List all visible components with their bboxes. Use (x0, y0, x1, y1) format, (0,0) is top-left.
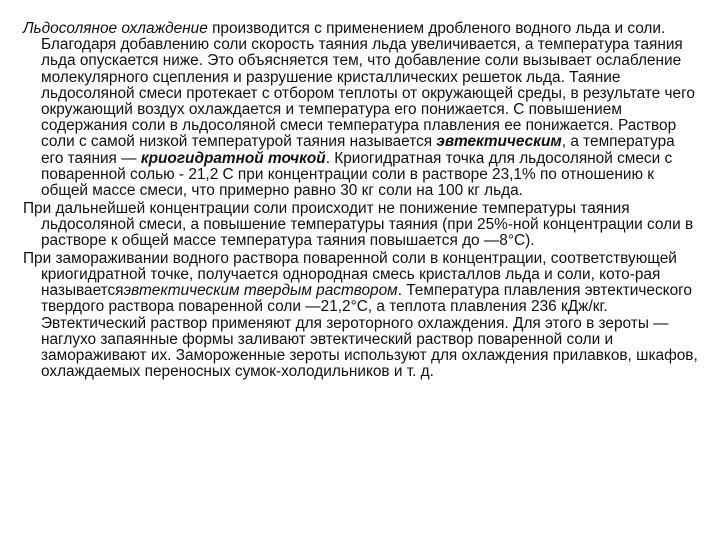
paragraph-text: , а температура его таяния — (41, 133, 675, 167)
term-eutectic: эвтектическим (436, 133, 562, 151)
term-ice-salt-cooling: Льдосоляное охлаждение (23, 20, 208, 37)
paragraph-freezing-solution (23, 251, 700, 381)
paragraph-text: производится с применением дробленого водного льда и соли. Благодаря добавлению соли скорость таяния льда увеличивается, а температура таяния льда опускается ниже. Это объясняется тем, что добавление соли вызывает ослабление молекулярного сцепления и разрушение кристаллических решеток льда. Таяние льдосоляной смеси протекает с отбором теплоты от окружающей среды, в результате чего окружающий воздух охлаждается и температура его понижается. С повышением содержания соли в льдосоляной смеси температура плавления ее понижается. Раствор соли с самой низкой температурой таяния называется (41, 20, 695, 151)
paragraph-text: При замораживании водного раствора поваренной соли в концентрации, соответствующей криогидратной точке, получается однородная смесь кристаллов льда и соли, кото-рая называется (23, 249, 677, 300)
paragraph-text: . Криогидратная точка для льдосоляной смеси с поваренной солью - 21,2 С при концентрации соли в растворе 23,1% по отношению к общей массе смеси, что примерно равно 30 кг соли на 100 кг льда. (41, 149, 673, 200)
paragraph-ice-salt-cooling (23, 21, 700, 199)
paragraph-text: При дальнейшей концентрации соли происходит не понижение температуры таяния льдосоляной смеси, а повышение температуры таяния (при 25%-ной концентрации соли в растворе к общей массе температура таяния повышается до —8°С). (23, 199, 694, 250)
term-cryohydrate-point: криогидратной точкой (140, 149, 326, 167)
paragraph-further-concentration (23, 201, 700, 250)
term-eutectic-solid-solution: эвтектическим твердым раствором (123, 282, 398, 300)
paragraph-text: . Температура плавления эвтектического твердого раствора поваренной соли —21,2°С, а теплота плавления 236 кДж/кг. Эвтектический раствор применяют для зероторного охлаждения. Для этого в зероты — наглухо запаянные формы заливают эвтектический раствор поваренной соли и замораживают их. Замороженные зероты используют для охлаждения прилавков, шкафов, охлаждаемых переносных сумок-холодильников и т. д. (41, 282, 698, 381)
